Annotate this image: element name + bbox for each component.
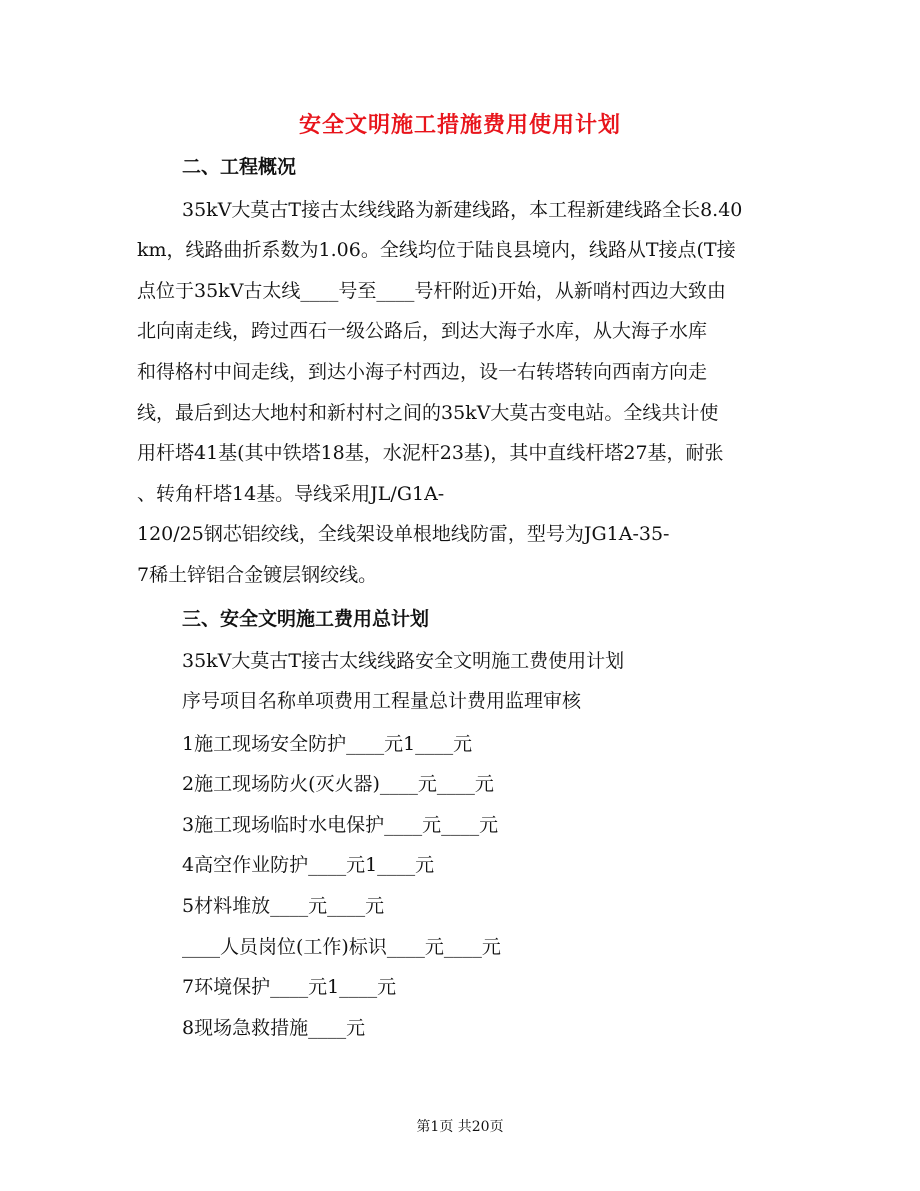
page-number: 第1页 共20页 (416, 1119, 504, 1135)
cost-item: 1施工现场安全防护____元1____元 (182, 733, 473, 755)
overview-line: 7稀土锌铝合金镀层钢绞线。 (137, 564, 378, 586)
cost-item: ____人员岗位(工作)标识____元____元 (182, 936, 501, 958)
plan-title: 35kV大莫古T接古太线线路安全文明施工费使用计划 (182, 650, 625, 672)
cost-item: 3施工现场临时水电保护____元____元 (182, 814, 499, 836)
section-heading-overview: 二、工程概况 (182, 156, 297, 178)
cost-item: 2施工现场防火(灭火器)____元____元 (182, 773, 494, 795)
section-heading-plan: 三、安全文明施工费用总计划 (182, 608, 430, 630)
overview-line: km，线路曲折系数为1.06。全线均位于陆良县境内，线路从T接点(T接 (137, 239, 736, 261)
overview-line: 和得格村中间走线，到达小海子村西边，设一右转塔转向西南方向走 (137, 361, 708, 383)
overview-line: 120/25钢芯铝绞线，全线架设单根地线防雷，型号为JG1A-35- (137, 523, 670, 545)
overview-line: 用杆塔41基(其中铁塔18基，水泥杆23基)，其中直线杆塔27基，耐张 (137, 442, 724, 464)
cost-item: 7环境保护____元1____元 (182, 976, 397, 998)
cost-item: 4高空作业防护____元1____元 (182, 854, 435, 876)
overview-line: 35kV大莫古T接古太线线路为新建线路，本工程新建线路全长8.40 (182, 199, 743, 221)
overview-line: 线，最后到达大地村和新村村之间的35kV大莫古变电站。全线共计使 (137, 402, 719, 424)
overview-line: 点位于35kV古太线____号至____号杆附近)开始，从新哨村西边大致由 (137, 280, 726, 302)
table-header: 序号项目名称单项费用工程量总计费用监理审核 (182, 690, 582, 712)
cost-item: 5材料堆放____元____元 (182, 895, 385, 917)
overview-line: 北向南走线，跨过西石一级公路后，到达大海子水库，从大海子水库 (137, 320, 708, 342)
page-title: 安全文明施工措施费用使用计划 (298, 112, 621, 138)
overview-line: 、转角杆塔14基。导线采用JL/G1A- (137, 483, 445, 505)
cost-item: 8现场急救措施____元 (182, 1017, 366, 1039)
